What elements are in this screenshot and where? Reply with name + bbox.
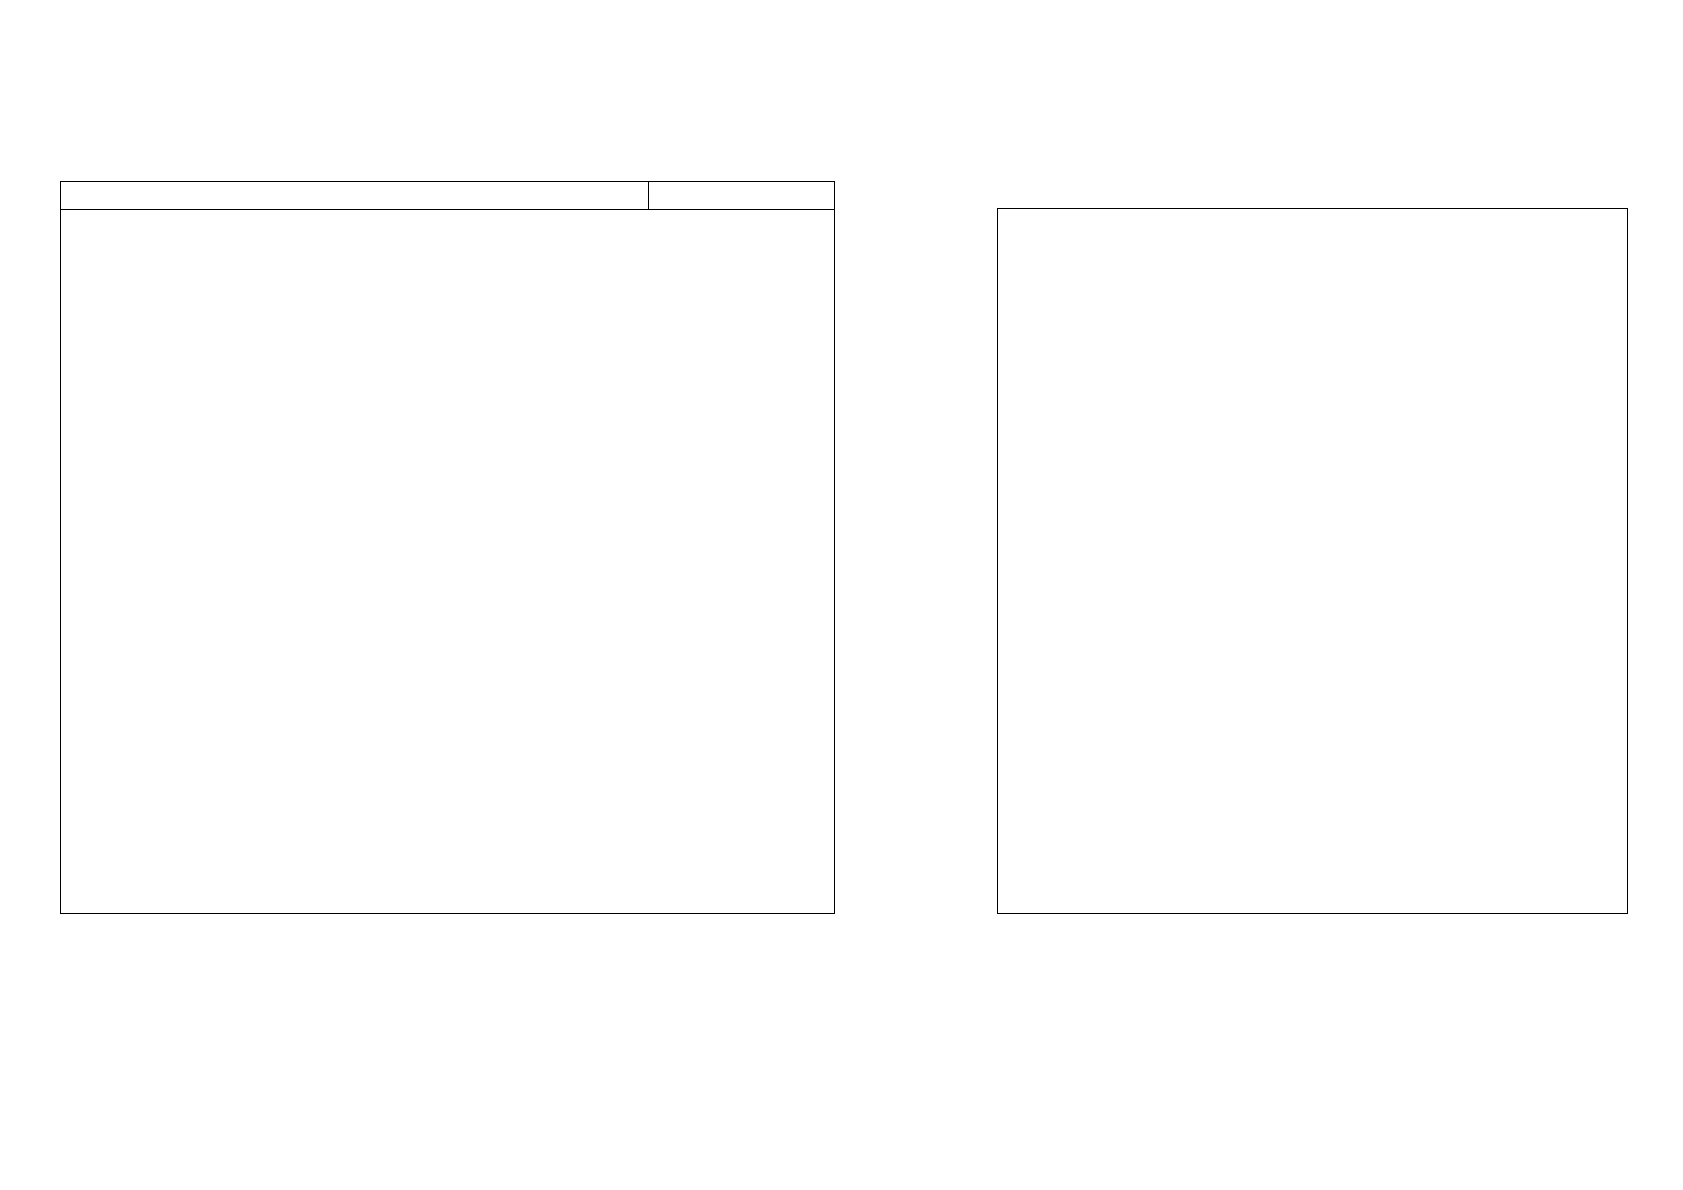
header-item	[61, 182, 648, 209]
header-payee	[648, 182, 788, 209]
table-header	[61, 182, 834, 210]
cost-items-table	[60, 181, 835, 914]
explanation-table	[997, 208, 1628, 914]
